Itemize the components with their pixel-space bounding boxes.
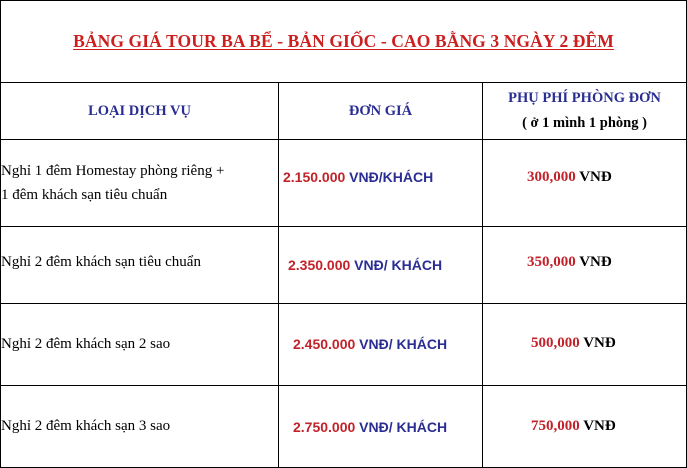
fee-amount: 350,000 (527, 253, 576, 270)
price-cell (279, 386, 483, 468)
header-single-fee-note: ( ở 1 mình 1 phòng ) (522, 115, 647, 131)
header-single-fee (483, 83, 687, 140)
price-cell (279, 304, 483, 386)
price-amount: 2.450.000 (293, 335, 356, 352)
single-fee-cell (483, 304, 687, 386)
service-cell (1, 140, 279, 227)
table-title: BẢNG GIÁ TOUR BA BỂ - BẢN GIỐC - CAO BẰNG 3 NGÀY 2 ĐÊM (73, 31, 614, 51)
fee-amount: 300,000 (527, 168, 576, 185)
price-amount: 2.150.000 (283, 169, 346, 185)
header-price-label: ĐƠN GIÁ (348, 102, 413, 119)
header-service (1, 83, 279, 140)
service-cell (1, 227, 279, 304)
fee-amount: 500,000 (531, 335, 580, 351)
service-line: Nghỉ 2 đêm khách sạn 2 sao (1, 335, 171, 352)
price-amount: 2.750.000 (293, 418, 356, 435)
price-unit: VNĐ/ KHÁCH (350, 257, 443, 273)
service-line: 1 đêm khách sạn tiêu chuẩn (1, 187, 168, 203)
fee-unit: VNĐ (579, 335, 616, 351)
single-fee-cell (483, 140, 687, 227)
fee-amount: 750,000 (531, 418, 580, 434)
fee-unit: VNĐ (575, 253, 612, 270)
header-price (279, 83, 483, 140)
service-cell (1, 386, 279, 468)
header-single-fee-label: PHỤ PHÍ PHÒNG ĐƠN (508, 90, 661, 106)
service-cell (1, 304, 279, 386)
table-row (1, 227, 687, 304)
table-row (1, 304, 687, 386)
table-title-cell (1, 1, 687, 83)
price-unit: VNĐ/ KHÁCH (355, 418, 448, 435)
fee-unit: VNĐ (579, 418, 616, 434)
single-fee-cell (483, 227, 687, 304)
price-unit: VNĐ/ KHÁCH (355, 335, 448, 352)
fee-unit: VNĐ (575, 168, 612, 185)
price-amount: 2.350.000 (288, 257, 351, 273)
single-fee-cell (483, 386, 687, 468)
service-line: Nghỉ 2 đêm khách sạn tiêu chuẩn (1, 254, 201, 270)
service-line: Nghỉ 1 đêm Homestay phòng riêng + (1, 163, 225, 179)
table-row (1, 386, 687, 468)
price-unit: VNĐ/KHÁCH (345, 169, 434, 185)
header-service-label: LOẠI DỊCH VỤ (88, 102, 191, 119)
price-cell (279, 227, 483, 304)
price-cell (279, 140, 483, 227)
service-line: Nghỉ 2 đêm khách sạn 3 sao (1, 417, 171, 434)
table-row (1, 140, 687, 227)
